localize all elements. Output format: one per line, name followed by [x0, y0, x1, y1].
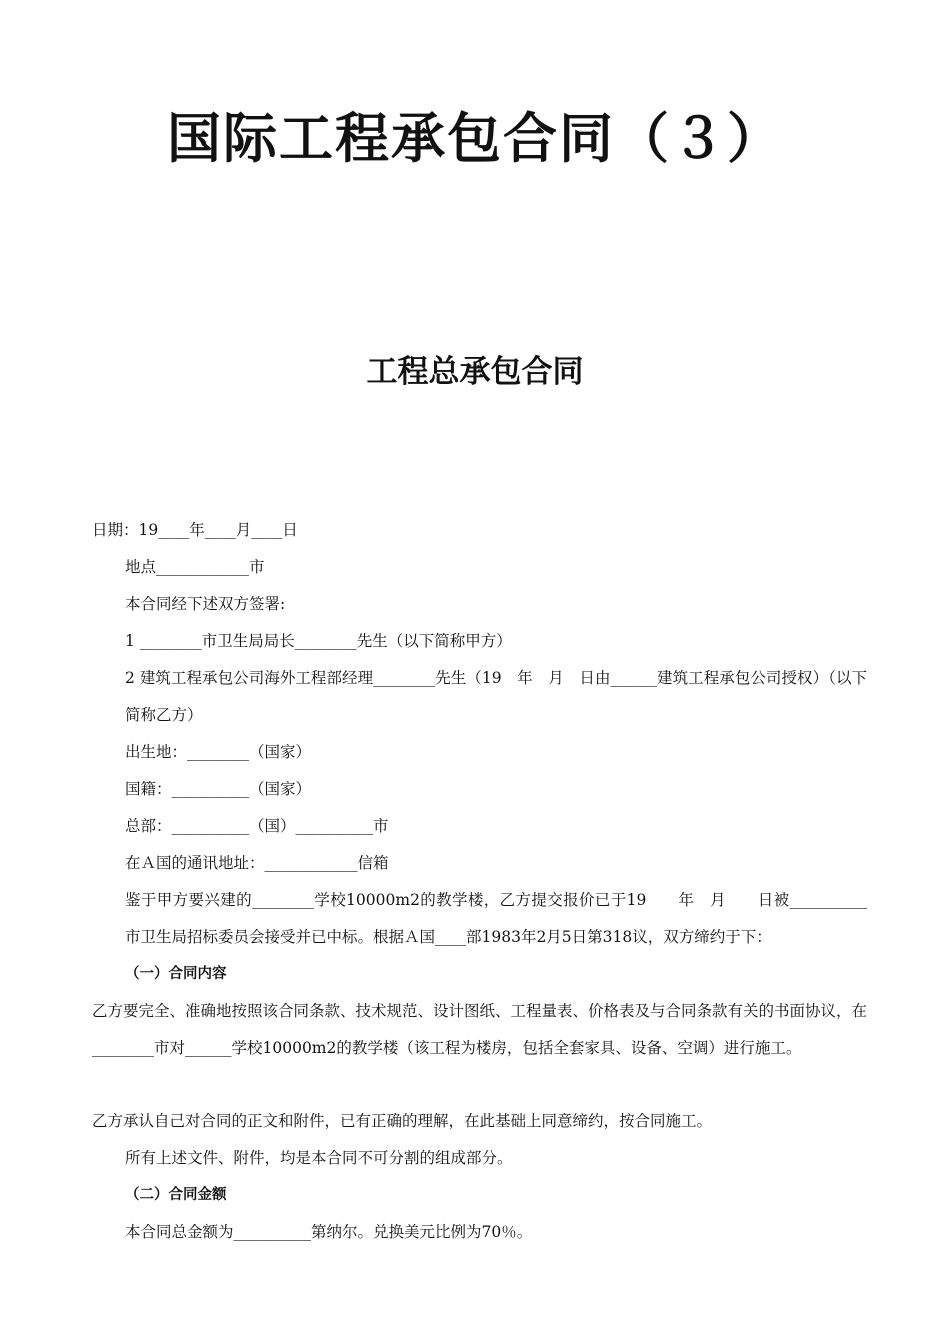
address-line: 在Ａ国的通讯地址：____________信箱 [125, 854, 389, 872]
section-heading-contract-amount: （二）合同金额 [125, 1187, 227, 1203]
document-body [92, 512, 867, 1251]
annex-paragraph: 所有上述文件、附件，均是本合同不可分割的组成部分。 [125, 1149, 513, 1167]
party-b-line: 2 建筑工程承包公司海外工程部经理________先生（19 年 月 日由______建筑工程承包公司授权）（以下简称乙方） [125, 669, 867, 724]
date-line: 日期：19____年____月____日 [92, 521, 298, 539]
document-title: 国际工程承包合同（３） [167, 107, 783, 170]
party-a-line: 1 ________市卫生局局长________先生（以下简称甲方） [125, 632, 512, 650]
contract-amount-paragraph: 本合同总金额为__________第纳尔。兑换美元比例为70％。 [125, 1223, 533, 1241]
birthplace-line: 出生地：________（国家） [125, 743, 312, 761]
location-line: 地点____________市 [125, 558, 265, 576]
signatories-intro: 本合同经下述双方签署: [125, 595, 286, 613]
contract-content-paragraph: 乙方要完全、准确地按照该合同条款、技术规范、设计图纸、工程量表、价格表及与合同条款有关的书面协议，在________市对______学校10000m2的教学楼（该工程为楼房，包括全套家具、设备、空调）进行施工。 [92, 1002, 868, 1057]
recital-paragraph: 鉴于甲方要兴建的________学校10000m2的教学楼，乙方提交报价已于19 年 月 日被__________市卫生局招标委员会接受并已中标。根据Ａ国____部1983年2月5日第318议，双方缔约于下： [125, 891, 867, 946]
headquarters-line: 总部：__________（国）__________市 [125, 817, 389, 835]
section-heading-contract-content: （一）合同内容 [125, 966, 227, 982]
acknowledgement-paragraph: 乙方承认自己对合同的正文和附件，已有正确的理解，在此基础上同意缔约，按合同施工。 [92, 1112, 713, 1130]
document-subtitle: 工程总承包合同 [366, 354, 584, 390]
nationality-line: 国籍：__________（国家） [125, 780, 312, 798]
